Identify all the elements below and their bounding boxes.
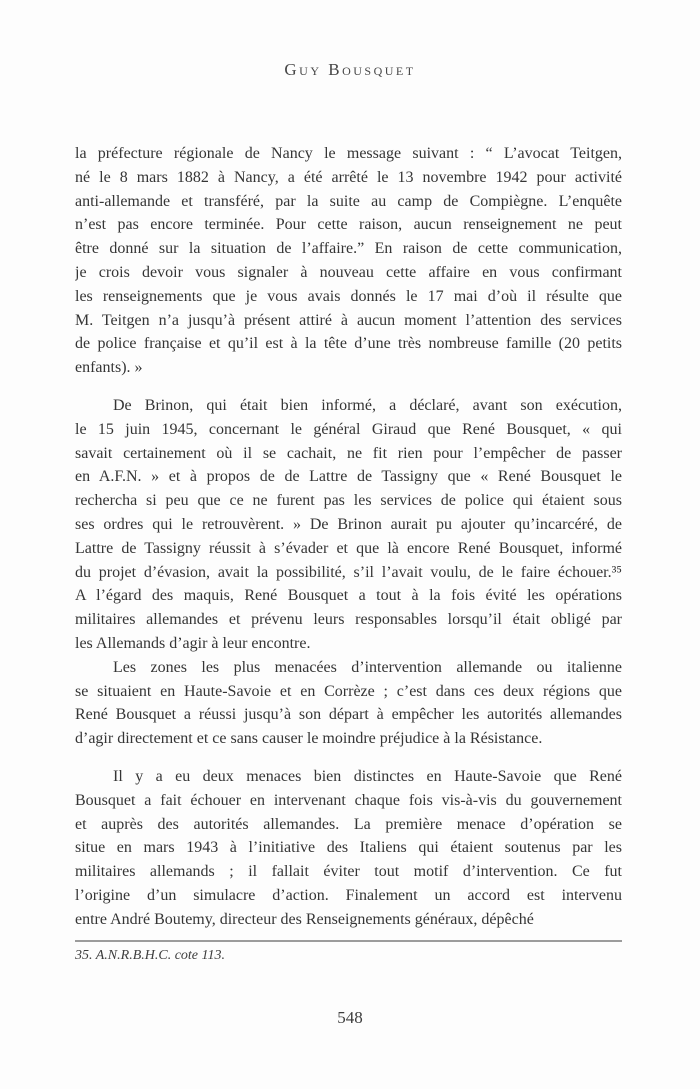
paragraph <box>75 656 622 751</box>
text-line: entre André Boutemy, directeur des Renseignements généraux, dépêché <box>75 910 534 928</box>
text-line: anti-allemande et transféré, par la suite au camp de Compiègne. L’enquête <box>75 192 622 210</box>
page-number: 548 <box>337 1008 363 1027</box>
text-line: militaires allemands ; il fallait éviter tout motif d’intervention. Ce fut <box>75 863 622 881</box>
text-line: M. Teitgen n’a jusqu’à présent attiré à aucun moment l’attention des services <box>75 311 622 329</box>
text-line: Il y a eu deux menaces bien distinctes en Haute-Savoie que René <box>113 767 622 785</box>
text-line: René Bousquet a réussi jusqu’à son départ à empêcher les autorités allemandes <box>75 706 622 724</box>
text-line: d’agir directement et ce sans causer le moindre préjudice à la Résistance. <box>75 730 543 748</box>
text-line: et auprès des autorités allemandes. La première menace d’opération se <box>75 815 622 833</box>
text-line: être donné sur la situation de l’affaire.” En raison de cette communication, <box>75 240 622 258</box>
text-block <box>75 142 622 932</box>
footnote: 35. A.N.R.B.H.C. cote 113. <box>75 948 225 963</box>
text-line: De Brinon, qui était bien informé, a déclaré, avant son exécution, <box>113 396 622 414</box>
text-line: A l’égard des maquis, René Bousquet a tout à la fois évité les opérations <box>75 587 622 605</box>
text-line: je crois devoir vous signaler à nouveau cette affaire en vous confirmant <box>75 263 622 281</box>
text-line: l’origine d’un simulacre d’action. Finalement un accord est intervenu <box>75 886 622 904</box>
text-line: les Allemands d’agir à leur encontre. <box>75 634 311 652</box>
text-line: en A.F.N. » et à propos de de Lattre de Tassigny que « René Bousquet le <box>75 468 622 486</box>
text-line: du projet d’évasion, avait la possibilité, s’il l’avait voulu, de le faire échouer.³⁵ <box>75 563 622 581</box>
text-line: n’est pas encore terminée. Pour cette raison, aucun renseignement ne peut <box>75 216 622 234</box>
text-line: se situaient en Haute-Savoie et en Corrèze ; c’est dans ces deux régions que <box>75 682 622 700</box>
text-line: militaires allemandes et prévenu leurs responsables lorsqu’il était obligé par <box>75 611 622 629</box>
text-line: Bousquet a fait échouer en intervenant chaque fois vis-à-vis du gouvernement <box>75 791 622 809</box>
paragraph <box>75 142 622 380</box>
text-line: Lattre de Tassigny réussit à s’évader et que là encore René Bousquet, informé <box>75 539 622 557</box>
running-header: Guy Bousquet <box>284 60 416 79</box>
paragraph <box>75 394 622 656</box>
text-line: enfants). » <box>75 359 143 377</box>
text-line: ses ordres qui le retrouvèrent. » De Brinon aurait pu ajouter qu’incarcéré, de <box>75 515 622 533</box>
text-line: né le 8 mars 1882 à Nancy, a été arrêté le 13 novembre 1942 pour activité <box>75 168 622 186</box>
text-line: le 15 juin 1945, concernant le général Giraud que René Bousquet, « qui <box>75 420 622 438</box>
text-line: les renseignements que je vous avais donnés le 17 mai d’où il résulte que <box>75 287 622 305</box>
text-line: Les zones les plus menacées d’intervention allemande ou italienne <box>113 658 622 676</box>
text-line: de police française et qu’il est à la tête d’une très nombreuse famille (20 petits <box>75 335 622 353</box>
text-line: situe en mars 1943 à l’initiative des Italiens qui étaient soutenus par les <box>75 839 622 857</box>
text-line: la préfecture régionale de Nancy le message suivant : “ L’avocat Teitgen, <box>75 145 622 162</box>
text-line: savait certainement où il se cachait, ne fit rien pour l’empêcher de passer <box>75 444 622 462</box>
paragraph <box>75 765 622 932</box>
text-line: rechercha si peu que ce ne furent pas les services de police qui étaient sous <box>75 492 622 510</box>
footnote-rule <box>75 940 622 942</box>
